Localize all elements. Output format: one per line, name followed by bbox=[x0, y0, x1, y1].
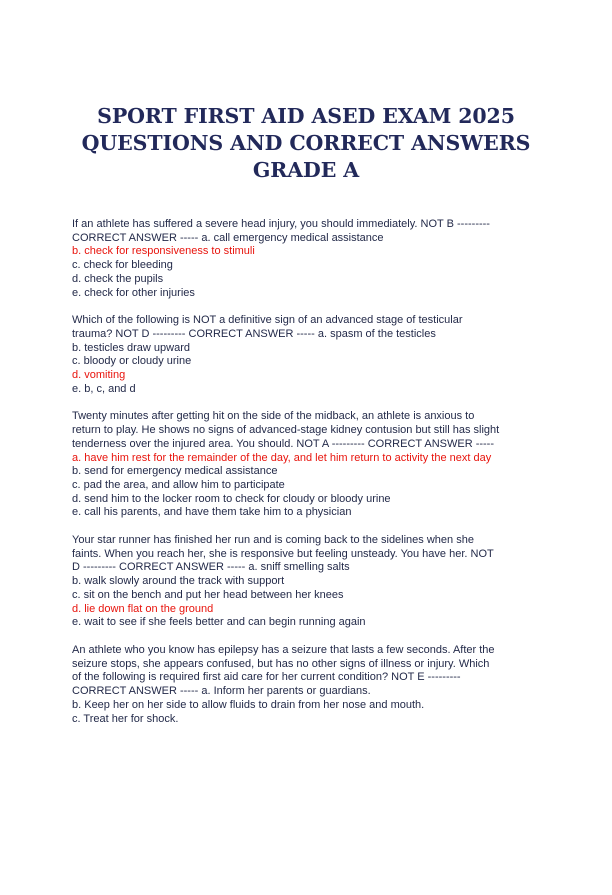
answer-option: b. send for emergency medical assistance bbox=[72, 465, 278, 478]
question-block bbox=[72, 410, 540, 520]
question-block bbox=[72, 534, 540, 630]
answer-option: e. check for other injuries bbox=[72, 286, 195, 299]
answer-option: e. b, c, and d bbox=[72, 382, 136, 395]
question-block bbox=[72, 644, 540, 726]
question-stem-line: Twenty minutes after getting hit on the side of the midback, an athlete is anxious to bbox=[72, 410, 475, 423]
answer-option: c. check for bleeding bbox=[72, 259, 173, 272]
question-block bbox=[72, 218, 540, 300]
answer-option: b. testicles draw upward bbox=[72, 341, 190, 354]
document-title bbox=[72, 103, 540, 184]
question-stem-line: D --------- CORRECT ANSWER ----- a. sniff smelling salts bbox=[72, 561, 350, 574]
title-line-3: GRADE A bbox=[252, 158, 360, 182]
question-stem-line: Your star runner has finished her run and is coming back to the sidelines when she bbox=[72, 534, 474, 547]
answer-option-correct: b. check for responsiveness to stimuli bbox=[72, 245, 255, 258]
question-stem-line: Which of the following is NOT a definitive sign of an advanced stage of testicular bbox=[72, 314, 463, 327]
document-page bbox=[0, 103, 612, 895]
answer-option: c. bloody or cloudy urine bbox=[72, 355, 192, 368]
answer-option: c. sit on the bench and put her head between her knees bbox=[72, 588, 344, 601]
question-stem-line: An athlete who you know has epilepsy has a seizure that lasts a few seconds. After the bbox=[72, 643, 495, 656]
answer-option-correct: d. vomiting bbox=[72, 369, 126, 382]
question-stem-line: tenderness over the injured area. You should. NOT A --------- CORRECT ANSWER ----- bbox=[72, 437, 495, 450]
question-stem-line: return to play. He shows no signs of advanced-stage kidney contusion but still has slight bbox=[72, 424, 500, 437]
answer-option: d. check the pupils bbox=[72, 272, 164, 285]
answer-option-correct: a. have him rest for the remainder of the day, and let him return to activity the next day bbox=[72, 451, 492, 464]
answer-option: e. call his parents, and have them take him to a physician bbox=[72, 506, 352, 519]
question-stem-line: CORRECT ANSWER ----- a. call emergency medical assistance bbox=[72, 231, 384, 244]
question-block bbox=[72, 314, 540, 396]
question-stem-line: If an athlete has suffered a severe head injury, you should immediately. NOT B --------- bbox=[72, 218, 490, 230]
answer-option-correct: d. lie down flat on the ground bbox=[72, 602, 214, 615]
question-stem-line: trauma? NOT D --------- CORRECT ANSWER ----- a. spasm of the testicles bbox=[72, 327, 436, 340]
title-line-1: SPORT FIRST AID ASED EXAM 2025 bbox=[97, 104, 515, 128]
answer-option: e. wait to see if she feels better and can begin running again bbox=[72, 616, 366, 629]
question-list bbox=[72, 218, 540, 726]
question-stem-line: faints. When you reach her, she is responsive but feeling unsteady. You have her. NOT bbox=[72, 547, 494, 560]
question-stem-line: seizure stops, she appears confused, but has no other signs of illness or injury. Which bbox=[72, 657, 490, 670]
answer-option: b. Keep her on her side to allow fluids to drain from her nose and mouth. bbox=[72, 698, 425, 711]
answer-option: c. Treat her for shock. bbox=[72, 712, 179, 725]
answer-option: b. walk slowly around the track with support bbox=[72, 575, 285, 588]
answer-option: d. send him to the locker room to check for cloudy or bloody urine bbox=[72, 492, 391, 505]
title-line-2: QUESTIONS AND CORRECT ANSWERS bbox=[81, 131, 531, 155]
question-stem-line: CORRECT ANSWER ----- a. Inform her parents or guardians. bbox=[72, 685, 371, 698]
answer-option: c. pad the area, and allow him to participate bbox=[72, 478, 285, 491]
question-stem-line: of the following is required first aid care for her current condition? NOT E --------- bbox=[72, 671, 461, 684]
